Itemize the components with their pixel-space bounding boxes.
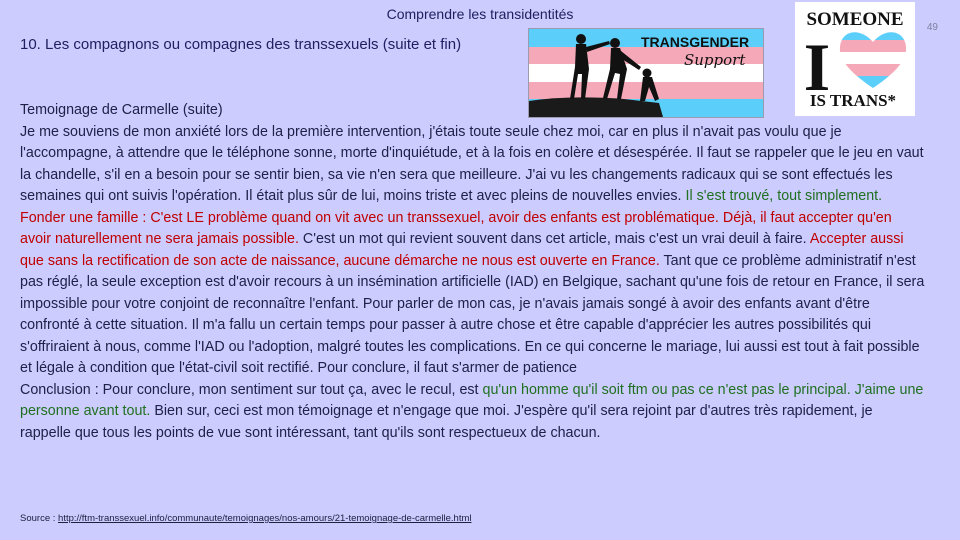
page-number: 49	[926, 22, 938, 33]
badge-letter-i: I	[803, 29, 831, 105]
paragraph-2-text-2: Tant que ce problème administratif n'est pas réglé, la seule exception est d'avoir recours à un insémination artificielle (IAD) en Belgique, sachant qu'une fois de retour en France, il sera impossible pour votre conjoint de reconnaître l'enfant. Pour parler de mon cas, je n'avais jamais songé à avoir des enfants avant d'être confronté à cette situation. Il m'a fallu un certain temps pour passer à autre chose et être capable d'apprécier les autres possibilités qui s'offriraient à nous, comme l'IAD ou l'adoption, malgré toutes les complications. En ce qui concerne le mariage, lui aussi est tout à fait possible et légale à condition que l'état-civil soit rectifié. Pour conclure, il faut s'armer de patience	[20, 252, 925, 376]
banner-logo-line2: Support	[684, 51, 746, 69]
paragraph-2-highlight-1: Fonder une famille : C'est LE problème quand on vit avec un transsexuel, avoir des enfants est problématique. Déjà, il faut accepter qu'en avoir naturellement ne sera jamais possible.	[20, 209, 892, 247]
testimony-conclusion	[20, 380, 925, 445]
source-label: Source :	[20, 513, 56, 524]
conclusion-text-2: Bien sur, ceci est mon témoignage et n'engage que moi. J'espère qu'il sera rejoint par d'autres très rapidement, je rappelle que tous les points de vue sont intéressant, tant qu'ils sont respectueux de chacun.	[20, 403, 873, 441]
paragraph-2-highlight-2: Accepter aussi que sans la rectification de son acte de naissance, aucune démarche ne nous est ouverte en France.	[20, 231, 904, 269]
testimony-paragraph-2	[20, 208, 925, 380]
conclusion-highlight: qu'un homme qu'il soit ftm ou pas ce n'est pas le principal. J'aime une personne avant tout.	[20, 381, 924, 419]
testimony-subheading: Temoignage de Carmelle (suite)	[20, 102, 223, 118]
badge-line3: IS TRANS*	[809, 91, 897, 110]
badge-graphic	[795, 2, 915, 116]
paragraph-1-text: Je me souviens de mon anxiété lors de la première intervention, j'étais toute seule chez moi, car en plus il n'avait pas voulu que je l'accompagne, à attendre que le téléphone sonne, morte d'inquiétude, et à la fois en colère et désespérée. Il faut se rappeler que le jeu en vaut la chandelle, s'il en a besoin pour se sentir bien, sa vie n'en sera que meilleure. J'ai vu les changements radicaux qui se sont effectués les semaines qui ont suivis l'opération. Il était plus sûr de lui, moins triste et avec pleins de nouvelles envies.	[20, 123, 924, 204]
source-link[interactable]: http://ftm-transsexuel.info/communaute/temoignages/nos-amours/21-temoignage-de-carmelle.html	[58, 513, 472, 524]
section-heading: 10. Les compagnons ou compagnes des transsexuels (suite et fin)	[20, 36, 462, 53]
testimony-paragraph-1	[20, 122, 925, 208]
trans-flag-heart-icon	[835, 28, 911, 90]
testimony-body	[20, 100, 925, 444]
paragraph-2-text-1: C'est un mot qui revient souvent dans cet article, mais c'est un vrai deuil à faire.	[302, 231, 807, 247]
badge-line1: SOMEONE	[806, 9, 904, 30]
banner-logo-line1: TRANSGENDER	[641, 34, 750, 50]
page-header-title: Comprendre les transidentités	[386, 6, 574, 22]
conclusion-text-1: Conclusion : Pour conclure, mon sentiment sur tout ça, avec le recul, est	[20, 381, 479, 398]
someone-i-love-is-trans-badge	[795, 2, 915, 116]
source-citation	[20, 513, 471, 524]
paragraph-1-highlight: Il s'est trouvé, tout simplement.	[685, 188, 883, 204]
